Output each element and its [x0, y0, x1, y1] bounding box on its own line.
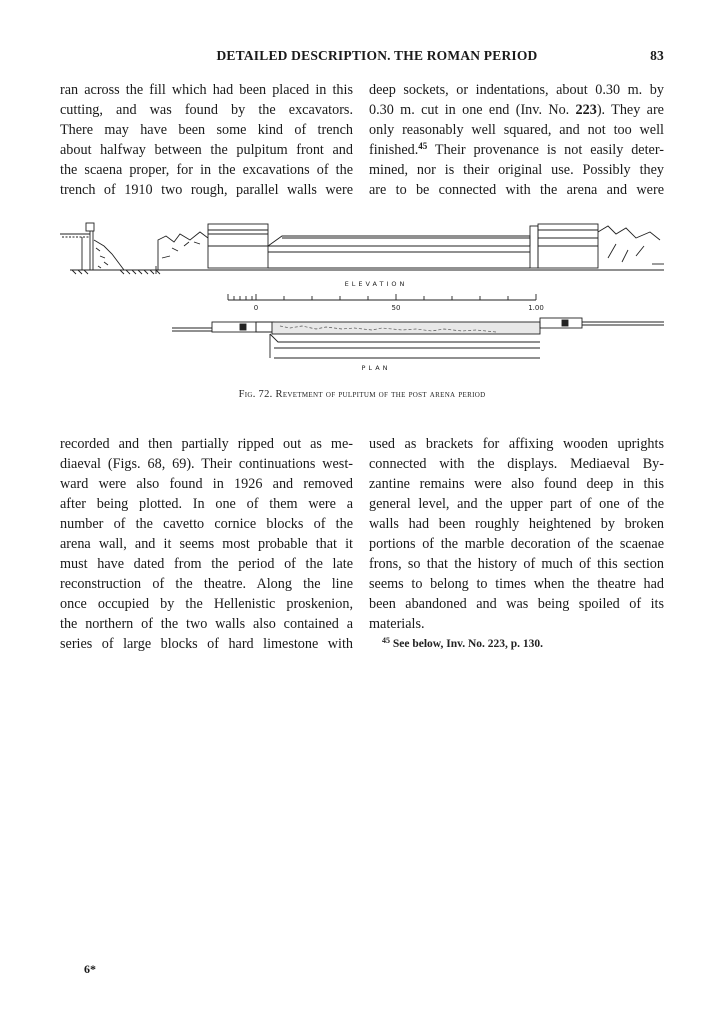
- text-line: general level, and the upper part of one of the: [369, 496, 664, 512]
- text-line: about halfway between the pulpitum front and: [60, 142, 353, 158]
- text-line: diaeval (Figs. 68, 69). Their continuations west-: [60, 456, 353, 472]
- inventory-number: 223: [575, 102, 597, 118]
- caption-text: Revetment of pulpitum of the post arena period: [275, 389, 486, 400]
- text-line: portions of the marble decoration of the scaenae: [369, 536, 664, 552]
- section-drawing: [60, 223, 170, 274]
- bottom-right-column: [369, 434, 664, 634]
- text-line: recorded and then partially ripped out as me-: [60, 436, 353, 452]
- text-line: zantine remains were also found deep in this: [369, 476, 664, 492]
- text-line: reconstruction of the theatre. Along the line: [60, 576, 353, 592]
- text-fragment: finished.: [369, 142, 419, 158]
- footnote-reference[interactable]: 45: [418, 141, 428, 151]
- text-line: walls had been roughly heightened by broken: [369, 516, 664, 532]
- elevation-label: ELEVATION: [344, 280, 408, 288]
- text-line: deep sockets, or indentations, about 0.30 m. by: [369, 82, 664, 98]
- top-left-column: [60, 80, 353, 200]
- text-line: the scaena proper, for in the excavations of the: [60, 162, 353, 178]
- scale-tick-label: 0: [253, 304, 259, 312]
- text-line: connected with the displays. Mediaeval By-: [369, 456, 664, 472]
- text-fragment: ). They are: [596, 102, 664, 118]
- figure-72: [60, 218, 664, 378]
- scale-tick-label: 1.00: [528, 304, 544, 312]
- text-line: the northern of the two walls also contained a: [60, 616, 353, 632]
- text-line: only reasonably well squared, and not too well: [369, 122, 664, 138]
- text-line: ran across the fill which had been placed in this: [60, 82, 353, 98]
- running-head: [60, 48, 664, 68]
- text-line: arena wall, and it seems most probable that it: [60, 536, 353, 552]
- page-number: 83: [650, 48, 664, 63]
- footnote-text: See below, Inv. No. 223, p. 130.: [390, 638, 544, 650]
- text-line: cutting, and was found by the excavators.: [60, 102, 353, 118]
- text-line: number of the cavetto cornice blocks of the: [60, 516, 353, 532]
- text-line: [369, 100, 664, 120]
- bottom-left-column: [60, 434, 353, 654]
- text-line: frons, so that the history of much of this section: [369, 556, 664, 572]
- text-line: There may have been some kind of trench: [60, 122, 353, 138]
- text-line: been abandoned and was being spoiled of its: [369, 596, 664, 612]
- text-line: seems to belong to times when the theatre had: [369, 576, 664, 592]
- text-line: used as brackets for affixing wooden uprights: [369, 436, 664, 452]
- plan-label: PLAN: [361, 364, 391, 372]
- text-line: must have dated from the period of the late: [60, 556, 353, 572]
- running-head-title: DETAILED DESCRIPTION. THE ROMAN PERIOD: [216, 48, 538, 63]
- text-fragment: Their provenance is not easily deter-: [427, 142, 664, 158]
- text-line: trench of 1910 two rough, parallel walls were: [60, 182, 353, 198]
- text-fragment: 0.30 m. cut in one end (Inv. No.: [369, 102, 576, 118]
- figure-drawing: [60, 218, 664, 378]
- scale-bar: [228, 294, 536, 300]
- text-line: [369, 140, 664, 160]
- top-right-column: [369, 80, 664, 200]
- plan-drawing: [172, 318, 664, 358]
- caption-prefix: Fig. 72.: [238, 389, 273, 400]
- footnote-marker: 45: [382, 636, 390, 645]
- elevation-drawing: [156, 224, 664, 274]
- text-line: materials.: [369, 616, 425, 632]
- text-line: after being plotted. In one of them were a: [60, 496, 353, 512]
- signature-mark: 6*: [84, 962, 96, 976]
- text-line: once occupied by the Hellenistic proskenion,: [60, 596, 353, 612]
- text-line: are to be connected with the arena and were: [369, 182, 664, 198]
- text-line: ward were also found in 1926 and removed: [60, 476, 353, 492]
- text-line: mined, nor is their original use. Possibly they: [369, 162, 664, 178]
- scale-tick-label: 50: [391, 304, 401, 312]
- footnote: [382, 636, 543, 650]
- figure-caption: [60, 389, 664, 400]
- text-line: series of large blocks of hard limestone with: [60, 636, 353, 652]
